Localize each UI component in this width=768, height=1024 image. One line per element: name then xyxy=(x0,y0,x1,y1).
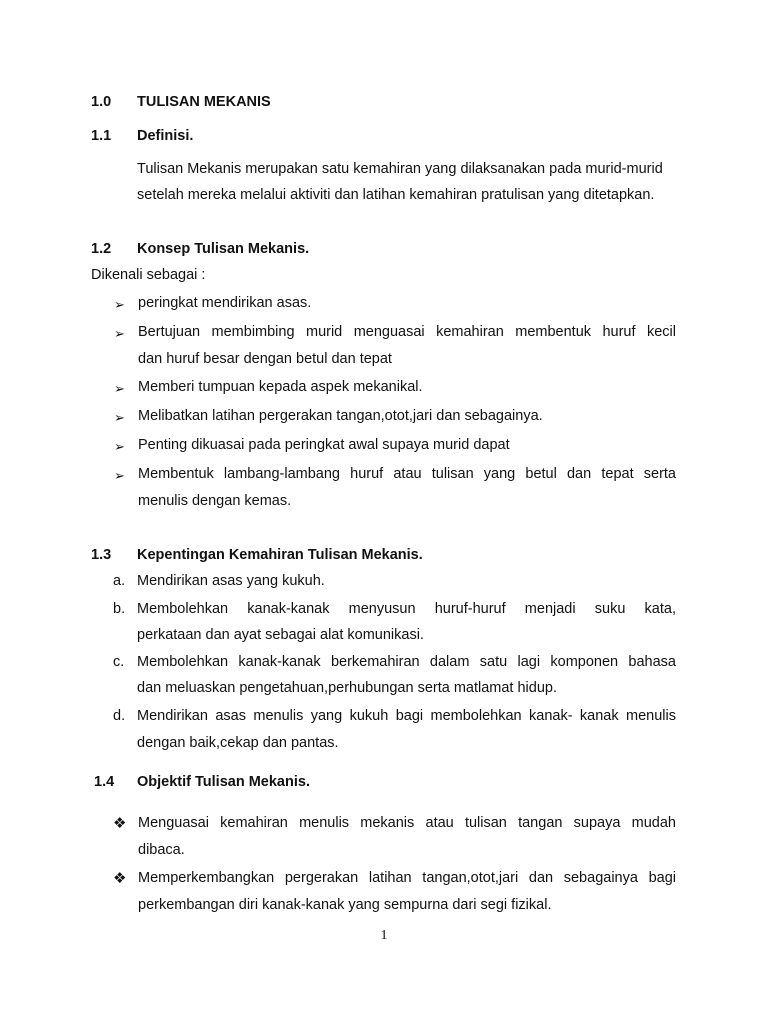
section-number: 1.1 xyxy=(91,128,112,144)
arrow-bullet-icon: ➢ xyxy=(114,326,125,341)
importance-item-b-line-2: perkataan dan ayat sebagai alat komunikasi. xyxy=(137,627,424,643)
list-letter-b: b. xyxy=(113,601,126,617)
section-title: TULISAN MEKANIS xyxy=(137,94,271,110)
section-1-0-heading xyxy=(91,94,271,110)
objective-item-2-line-2: perkembangan diri kanak-kanak yang sempurna dari segi fizikal. xyxy=(138,897,552,913)
importance-item-a: Mendirikan asas yang kukuh. xyxy=(137,573,325,589)
importance-item-d-line-1: Mendirikan asas menulis yang kukuh bagi membolehkan kanak- kanak menulis xyxy=(137,708,676,724)
arrow-bullet-icon: ➢ xyxy=(114,439,125,454)
concept-item-4: Melibatkan latihan pergerakan tangan,otot,jari dan sebagainya. xyxy=(138,408,543,424)
concept-item-5: Penting dikuasai pada peringkat awal supaya murid dapat xyxy=(138,437,510,453)
concept-item-2-line-1: Bertujuan membimbing murid menguasai kemahiran membentuk huruf kecil xyxy=(138,324,676,340)
list-letter-d: d. xyxy=(113,708,126,724)
section-title: Objektif Tulisan Mekanis. xyxy=(137,774,310,790)
objective-item-1-line-1: Menguasai kemahiran menulis mekanis atau tulisan tangan supaya mudah xyxy=(138,815,676,831)
definition-line-1: Tulisan Mekanis merupakan satu kemahiran yang dilaksanakan pada murid-murid xyxy=(137,161,663,177)
arrow-bullet-icon: ➢ xyxy=(114,410,125,425)
list-letter-c: c. xyxy=(113,654,125,670)
importance-item-b-line-1: Membolehkan kanak-kanak menyusun huruf-huruf menjadi suku kata, xyxy=(137,601,676,617)
section-1-1-heading xyxy=(91,128,193,144)
diamond-bullet-icon: ❖ xyxy=(113,870,127,887)
section-title: Definisi. xyxy=(137,128,194,144)
section-1-3-heading xyxy=(91,547,423,563)
page-number: 1 xyxy=(380,928,388,943)
importance-item-c-line-1: Membolehkan kanak-kanak berkemahiran dalam satu lagi komponen bahasa xyxy=(137,654,676,670)
arrow-bullet-icon: ➢ xyxy=(114,468,125,483)
section-number: 1.0 xyxy=(91,94,112,110)
arrow-bullet-icon: ➢ xyxy=(114,381,125,396)
section-1-2-heading xyxy=(91,241,309,257)
section-title: Kepentingan Kemahiran Tulisan Mekanis. xyxy=(137,547,423,563)
definition-line-2: setelah mereka melalui aktiviti dan latihan kemahiran pratulisan yang ditetapkan. xyxy=(137,187,655,203)
diamond-bullet-icon: ❖ xyxy=(113,815,127,832)
section-1-4-heading xyxy=(94,774,310,790)
section-number: 1.2 xyxy=(91,241,112,257)
importance-item-d-line-2: dengan baik,cekap dan pantas. xyxy=(137,735,339,751)
section-number: 1.4 xyxy=(94,774,115,790)
objective-item-1-line-2: dibaca. xyxy=(138,842,185,858)
objective-item-2-line-1: Memperkembangkan pergerakan latihan tangan,otot,jari dan sebagainya bagi xyxy=(138,870,676,886)
concept-item-1: peringkat mendirikan asas. xyxy=(138,295,312,311)
importance-item-c-line-2: dan meluaskan pengetahuan,perhubungan serta matlamat hidup. xyxy=(137,680,557,696)
concept-item-2-line-2: dan huruf besar dengan betul dan tepat xyxy=(138,351,392,367)
concept-item-3: Memberi tumpuan kepada aspek mekanikal. xyxy=(138,379,423,395)
arrow-bullet-icon: ➢ xyxy=(114,297,125,312)
concept-item-6-line-1: Membentuk lambang-lambang huruf atau tulisan yang betul dan tepat serta xyxy=(138,466,676,482)
section-number: 1.3 xyxy=(91,547,112,563)
list-letter-a: a. xyxy=(113,573,126,589)
section-title: Konsep Tulisan Mekanis. xyxy=(137,241,310,257)
concept-intro: Dikenali sebagai : xyxy=(91,267,206,283)
concept-item-6-line-2: menulis dengan kemas. xyxy=(138,493,292,509)
